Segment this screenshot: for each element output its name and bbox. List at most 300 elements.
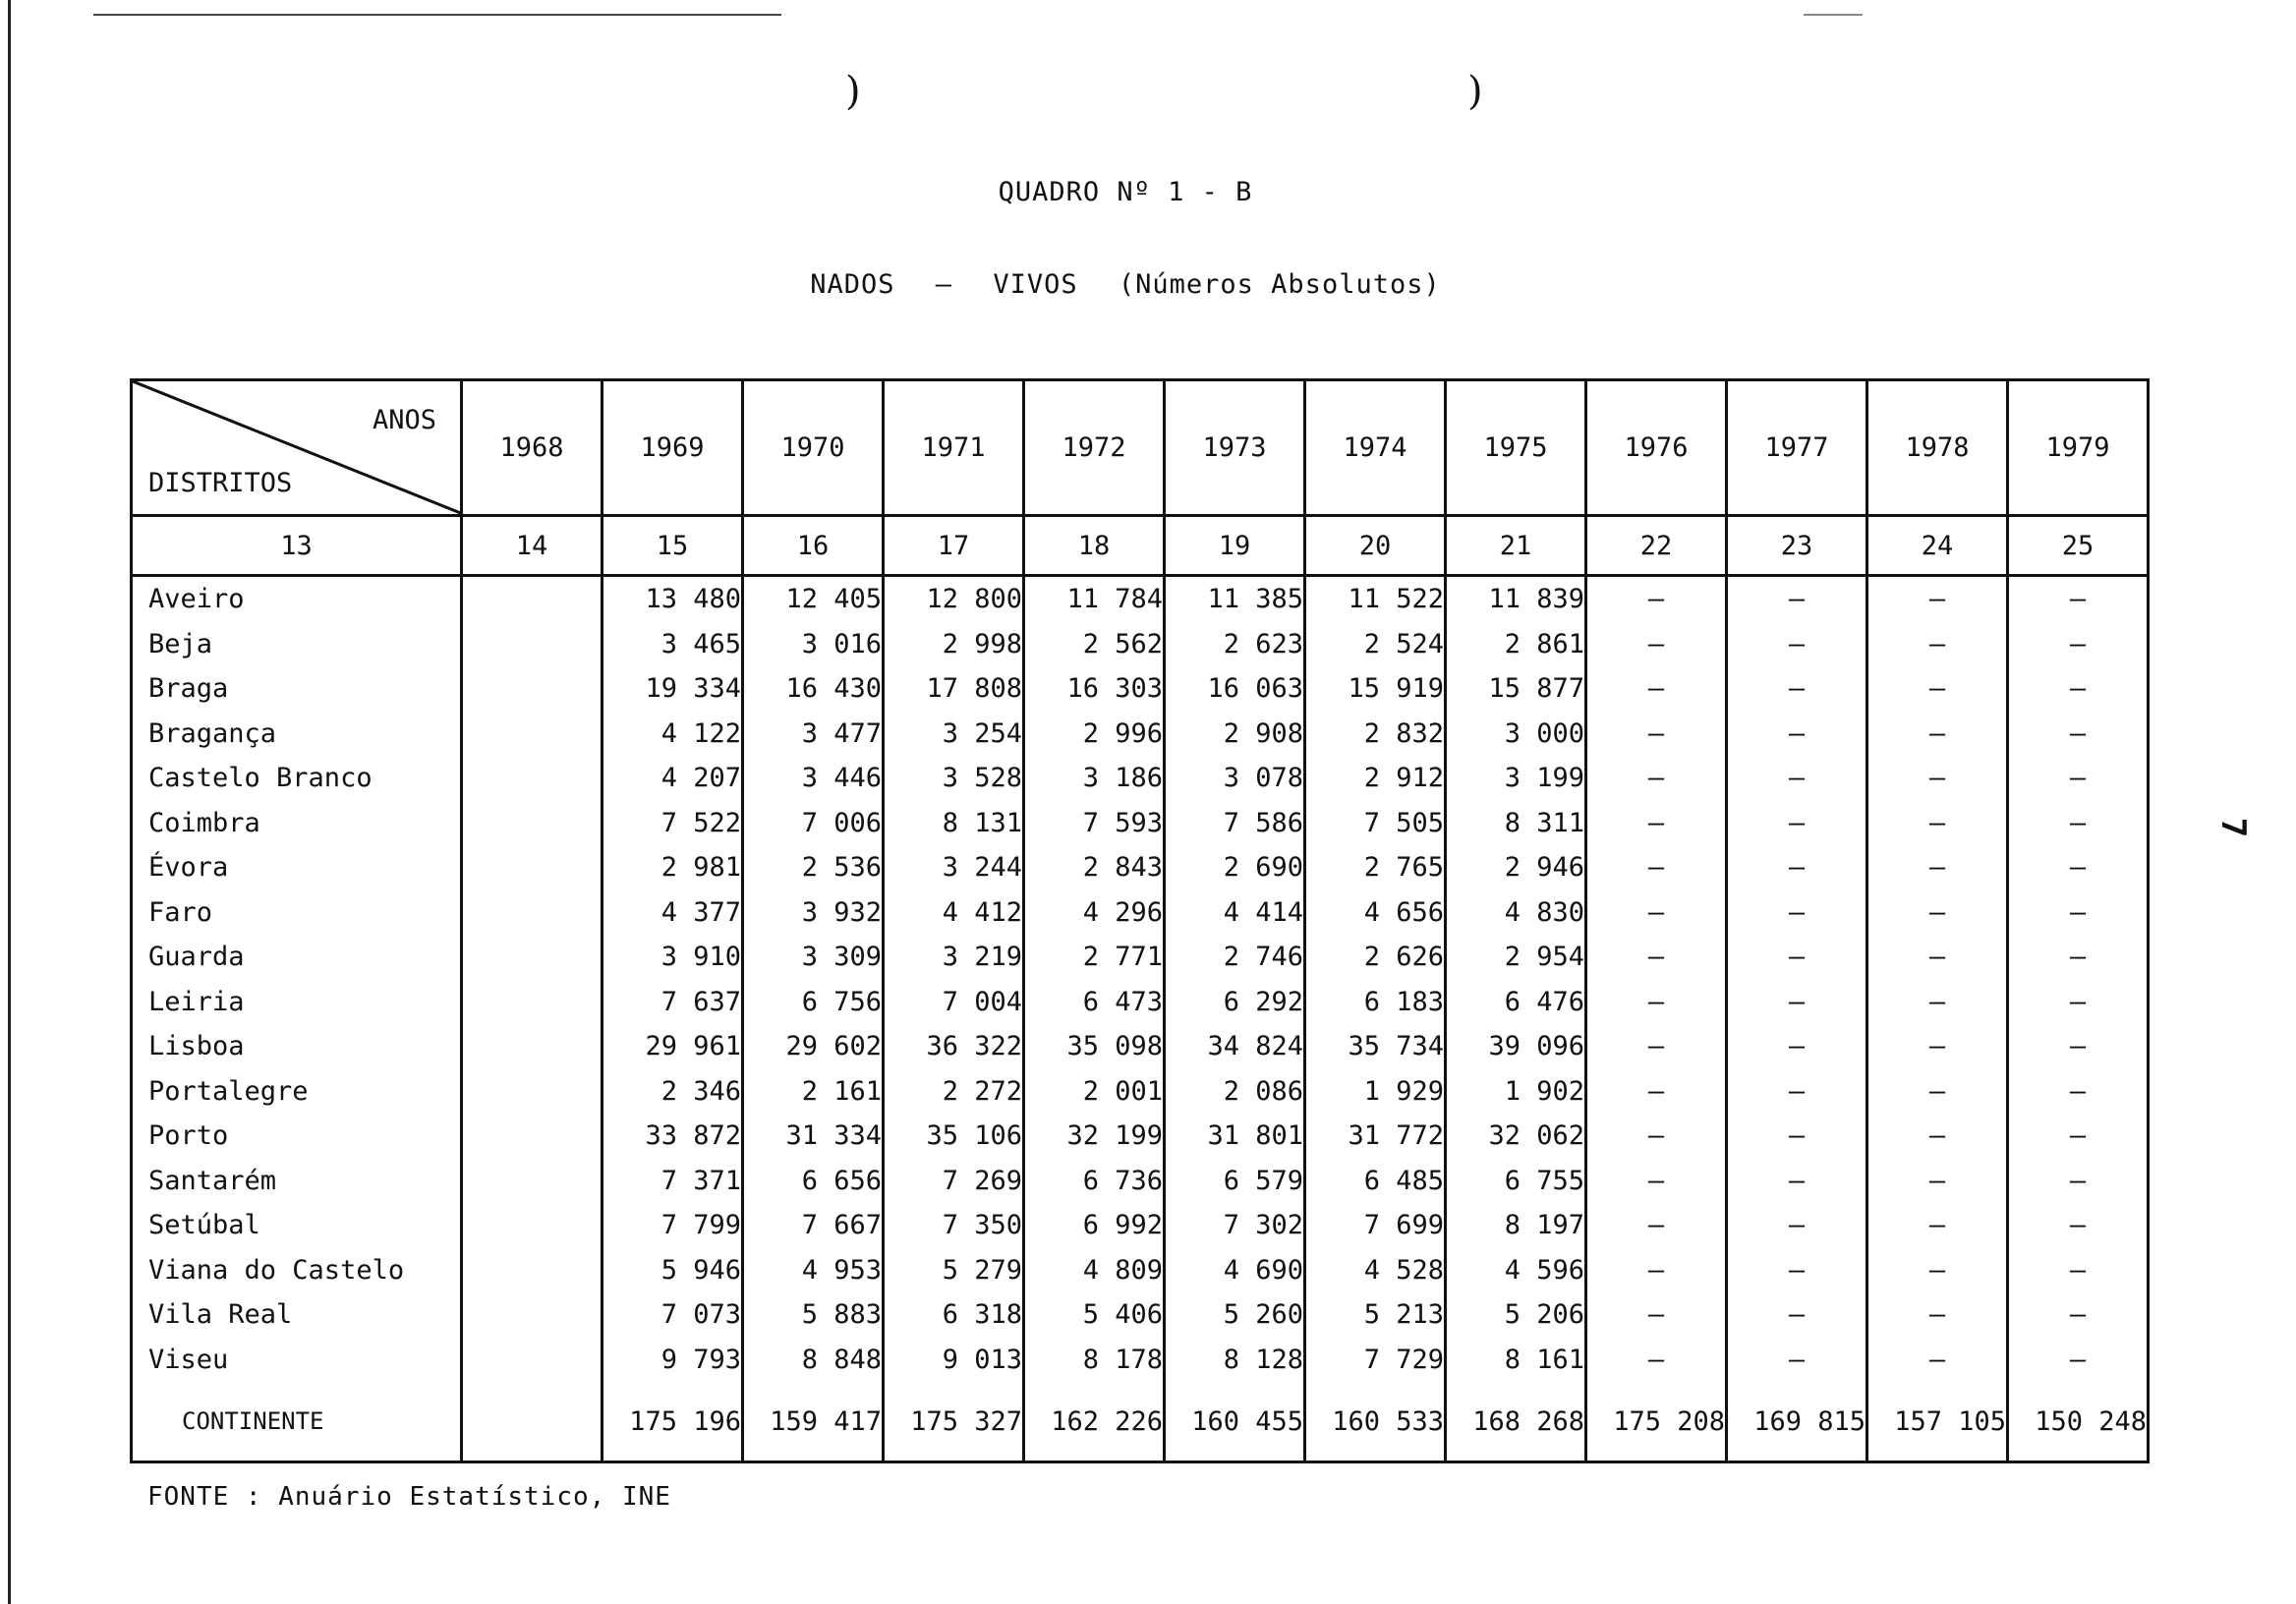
birth-count-cell: 17 808 <box>884 666 1024 712</box>
birth-count-cell: – <box>1586 935 1727 980</box>
year-header-row <box>132 380 2149 516</box>
birth-count-cell: 7 006 <box>743 801 884 846</box>
table-row <box>132 1292 2149 1338</box>
birth-count-cell: 5 206 <box>1446 1292 1586 1338</box>
birth-count-cell <box>462 845 603 890</box>
birth-count-cell: 6 476 <box>1446 980 1586 1025</box>
column-number: 19 <box>1165 516 1305 576</box>
birth-count-cell: 3 244 <box>884 845 1024 890</box>
birth-count-cell: – <box>1867 890 2008 936</box>
birth-count-cell: 7 505 <box>1305 801 1446 846</box>
birth-count-cell: 4 296 <box>1024 890 1165 936</box>
birth-count-cell <box>462 622 603 667</box>
birth-count-cell: 31 772 <box>1305 1114 1446 1159</box>
birth-count-cell: – <box>1727 801 1867 846</box>
birth-count-cell: – <box>1727 1159 1867 1204</box>
birth-count-cell: 4 809 <box>1024 1248 1165 1293</box>
birth-count-cell: 4 830 <box>1446 890 1586 936</box>
total-value-cell: 175 196 <box>603 1382 743 1462</box>
birth-count-cell: – <box>1867 1159 2008 1204</box>
birth-count-cell: 4 207 <box>603 756 743 801</box>
birth-count-cell: – <box>1727 576 1867 622</box>
year-header: 1970 <box>743 380 884 516</box>
birth-count-cell <box>462 935 603 980</box>
birth-count-cell <box>462 1292 603 1338</box>
birth-count-cell: 3 219 <box>884 935 1024 980</box>
birth-count-cell <box>462 890 603 936</box>
birth-count-cell <box>462 980 603 1025</box>
birth-count-cell: – <box>2008 622 2149 667</box>
birth-count-cell: 3 309 <box>743 935 884 980</box>
birth-count-cell <box>462 1114 603 1159</box>
district-name: Lisboa <box>132 1024 462 1069</box>
birth-count-cell: – <box>2008 845 2149 890</box>
birth-count-cell: 6 292 <box>1165 980 1305 1025</box>
birth-count-cell <box>462 712 603 757</box>
birth-count-cell: – <box>2008 666 2149 712</box>
birth-count-cell: – <box>2008 935 2149 980</box>
total-value-cell: 175 208 <box>1586 1382 1727 1462</box>
birth-count-cell: 4 596 <box>1446 1248 1586 1293</box>
year-header: 1979 <box>2008 380 2149 516</box>
birth-count-cell: 2 161 <box>743 1069 884 1115</box>
birth-count-cell: 6 318 <box>884 1292 1024 1338</box>
birth-count-cell: 32 199 <box>1024 1114 1165 1159</box>
birth-count-cell: 9 013 <box>884 1338 1024 1383</box>
birth-count-cell: 4 528 <box>1305 1248 1446 1293</box>
birth-count-cell: – <box>1727 756 1867 801</box>
birth-count-cell: 5 213 <box>1305 1292 1446 1338</box>
birth-count-cell: 8 848 <box>743 1338 884 1383</box>
birth-count-cell: 6 656 <box>743 1159 884 1204</box>
birth-count-cell: – <box>2008 576 2149 622</box>
birth-count-cell: – <box>1586 980 1727 1025</box>
birth-count-cell: 13 480 <box>603 576 743 622</box>
birth-count-cell: – <box>1727 1114 1867 1159</box>
birth-count-cell: 4 377 <box>603 890 743 936</box>
birth-count-cell: 16 303 <box>1024 666 1165 712</box>
birth-count-cell: – <box>1586 890 1727 936</box>
birth-count-cell: 7 302 <box>1165 1203 1305 1248</box>
table-row <box>132 935 2149 980</box>
birth-count-cell: 2 001 <box>1024 1069 1165 1115</box>
birth-count-cell: 12 800 <box>884 576 1024 622</box>
total-value-cell: 157 105 <box>1867 1382 2008 1462</box>
birth-count-cell: – <box>1586 801 1727 846</box>
birth-count-cell: – <box>2008 1159 2149 1204</box>
birth-count-cell: 3 000 <box>1446 712 1586 757</box>
birth-count-cell: 8 178 <box>1024 1338 1165 1383</box>
birth-count-cell: – <box>2008 756 2149 801</box>
district-name: Viseu <box>132 1338 462 1383</box>
birth-count-cell: – <box>2008 1248 2149 1293</box>
district-name: Aveiro <box>132 576 462 622</box>
birth-count-cell: 3 465 <box>603 622 743 667</box>
total-value-cell: 162 226 <box>1024 1382 1165 1462</box>
table-row <box>132 1203 2149 1248</box>
column-number: 16 <box>743 516 884 576</box>
birth-count-cell: – <box>1727 1069 1867 1115</box>
birth-count-cell: – <box>1867 1248 2008 1293</box>
birth-count-cell: 7 269 <box>884 1159 1024 1204</box>
birth-count-cell: 1 902 <box>1446 1069 1586 1115</box>
birth-count-cell: – <box>1867 845 2008 890</box>
column-number: 22 <box>1586 516 1727 576</box>
birth-count-cell: 29 602 <box>743 1024 884 1069</box>
district-name: Castelo Branco <box>132 756 462 801</box>
birth-count-cell: – <box>1867 935 2008 980</box>
birth-count-cell: – <box>1727 935 1867 980</box>
paren-left: ) <box>845 69 861 114</box>
page-top-rule-short <box>1804 14 1863 16</box>
table-subtitle <box>0 269 2251 300</box>
birth-count-cell <box>462 756 603 801</box>
birth-count-cell: – <box>1727 1203 1867 1248</box>
table-row <box>132 666 2149 712</box>
birth-count-cell: 5 883 <box>743 1292 884 1338</box>
birth-count-cell: 11 522 <box>1305 576 1446 622</box>
birth-count-cell: 5 279 <box>884 1248 1024 1293</box>
birth-count-cell: 2 346 <box>603 1069 743 1115</box>
table-row <box>132 1159 2149 1204</box>
birth-count-cell <box>462 1069 603 1115</box>
birth-count-cell: – <box>1586 1248 1727 1293</box>
column-number: 25 <box>2008 516 2149 576</box>
total-label: CONTINENTE <box>132 1382 462 1462</box>
birth-count-cell: – <box>1727 980 1867 1025</box>
birth-count-cell: 33 872 <box>603 1114 743 1159</box>
birth-count-cell: – <box>1867 801 2008 846</box>
total-value-cell: 168 268 <box>1446 1382 1586 1462</box>
year-header: 1978 <box>1867 380 2008 516</box>
subtitle-nados: NADOS <box>810 269 895 300</box>
birth-count-cell: 3 932 <box>743 890 884 936</box>
birth-count-cell: – <box>1867 1292 2008 1338</box>
district-name: Portalegre <box>132 1069 462 1115</box>
birth-count-cell: 7 350 <box>884 1203 1024 1248</box>
table-row <box>132 1248 2149 1293</box>
table-row <box>132 1069 2149 1115</box>
birth-count-cell: 31 801 <box>1165 1114 1305 1159</box>
birth-count-cell: 15 919 <box>1305 666 1446 712</box>
birth-count-cell: 16 063 <box>1165 666 1305 712</box>
birth-count-cell: – <box>2008 1292 2149 1338</box>
birth-count-cell: – <box>1586 1203 1727 1248</box>
birth-count-cell <box>462 666 603 712</box>
birth-count-cell: 6 473 <box>1024 980 1165 1025</box>
birth-count-cell: 3 199 <box>1446 756 1586 801</box>
birth-count-cell: 7 371 <box>603 1159 743 1204</box>
birth-count-cell: – <box>1586 1159 1727 1204</box>
birth-count-cell: – <box>1727 1248 1867 1293</box>
birth-count-cell: 2 843 <box>1024 845 1165 890</box>
district-name: Coimbra <box>132 801 462 846</box>
birth-count-cell: 2 954 <box>1446 935 1586 980</box>
births-table <box>130 378 2150 1463</box>
birth-count-cell: 31 334 <box>743 1114 884 1159</box>
birth-count-cell: 3 186 <box>1024 756 1165 801</box>
birth-count-cell: 2 765 <box>1305 845 1446 890</box>
table-row <box>132 756 2149 801</box>
district-name: Bragança <box>132 712 462 757</box>
table-body <box>132 576 2149 1462</box>
year-header: 1968 <box>462 380 603 516</box>
birth-count-cell: 2 626 <box>1305 935 1446 980</box>
birth-count-cell: 6 755 <box>1446 1159 1586 1204</box>
table-row <box>132 845 2149 890</box>
birth-count-cell: 8 311 <box>1446 801 1586 846</box>
birth-count-cell: – <box>2008 1114 2149 1159</box>
district-name: Guarda <box>132 935 462 980</box>
table-row <box>132 1114 2149 1159</box>
birth-count-cell: 4 414 <box>1165 890 1305 936</box>
birth-count-cell: 3 528 <box>884 756 1024 801</box>
birth-count-cell <box>462 1159 603 1204</box>
birth-count-cell: 35 734 <box>1305 1024 1446 1069</box>
birth-count-cell: 2 861 <box>1446 622 1586 667</box>
birth-count-cell: 2 946 <box>1446 845 1586 890</box>
birth-count-cell: – <box>1586 1292 1727 1338</box>
birth-count-cell: – <box>1867 1024 2008 1069</box>
birth-count-cell: – <box>1867 1338 2008 1383</box>
birth-count-cell: – <box>1867 622 2008 667</box>
birth-count-cell: 6 736 <box>1024 1159 1165 1204</box>
birth-count-cell: – <box>1586 845 1727 890</box>
birth-count-cell: 3 910 <box>603 935 743 980</box>
district-name: Évora <box>132 845 462 890</box>
birth-count-cell: 11 839 <box>1446 576 1586 622</box>
birth-count-cell: 2 746 <box>1165 935 1305 980</box>
birth-count-cell: 2 981 <box>603 845 743 890</box>
birth-count-cell: 4 690 <box>1165 1248 1305 1293</box>
birth-count-cell: 7 522 <box>603 801 743 846</box>
district-name: Santarém <box>132 1159 462 1204</box>
birth-count-cell: 2 690 <box>1165 845 1305 890</box>
birth-count-cell: – <box>1727 666 1867 712</box>
birth-count-cell: 8 131 <box>884 801 1024 846</box>
birth-count-cell: – <box>2008 1203 2149 1248</box>
total-value-cell <box>462 1382 603 1462</box>
birth-count-cell: – <box>1727 622 1867 667</box>
total-value-cell: 169 815 <box>1727 1382 1867 1462</box>
birth-count-cell: – <box>2008 1338 2149 1383</box>
birth-count-cell: – <box>1586 712 1727 757</box>
total-value-cell: 150 248 <box>2008 1382 2149 1462</box>
birth-count-cell: – <box>1586 1069 1727 1115</box>
birth-count-cell: 2 562 <box>1024 622 1165 667</box>
birth-count-cell: 7 586 <box>1165 801 1305 846</box>
year-header: 1971 <box>884 380 1024 516</box>
birth-count-cell: 39 096 <box>1446 1024 1586 1069</box>
district-name: Beja <box>132 622 462 667</box>
birth-count-cell: 16 430 <box>743 666 884 712</box>
column-number: 17 <box>884 516 1024 576</box>
birth-count-cell: – <box>1586 666 1727 712</box>
district-name: Leiria <box>132 980 462 1025</box>
birth-count-cell: 4 412 <box>884 890 1024 936</box>
birth-count-cell: 2 771 <box>1024 935 1165 980</box>
birth-count-cell: 29 961 <box>603 1024 743 1069</box>
birth-count-cell: – <box>1727 1292 1867 1338</box>
subtitle-dash: — <box>935 269 953 300</box>
birth-count-cell: 7 073 <box>603 1292 743 1338</box>
birth-count-cell: – <box>2008 712 2149 757</box>
page-left-rule <box>8 0 11 1604</box>
birth-count-cell: – <box>1867 1114 2008 1159</box>
birth-count-cell: – <box>2008 801 2149 846</box>
year-header: 1976 <box>1586 380 1727 516</box>
birth-count-cell: – <box>1727 890 1867 936</box>
year-header: 1977 <box>1727 380 1867 516</box>
birth-count-cell: 9 793 <box>603 1338 743 1383</box>
total-value-cell: 159 417 <box>743 1382 884 1462</box>
birth-count-cell: 35 106 <box>884 1114 1024 1159</box>
year-header: 1969 <box>603 380 743 516</box>
column-number: 24 <box>1867 516 2008 576</box>
year-header: 1974 <box>1305 380 1446 516</box>
birth-count-cell: – <box>1727 845 1867 890</box>
column-number: 23 <box>1727 516 1867 576</box>
birth-count-cell: 8 128 <box>1165 1338 1305 1383</box>
page-number: 7 <box>2213 817 2254 838</box>
table-row <box>132 980 2149 1025</box>
table-row <box>132 712 2149 757</box>
birth-count-cell: 5 260 <box>1165 1292 1305 1338</box>
subtitle-note: (Números Absolutos) <box>1118 269 1441 300</box>
column-number: 21 <box>1446 516 1586 576</box>
birth-count-cell: 19 334 <box>603 666 743 712</box>
birth-count-cell: 8 161 <box>1446 1338 1586 1383</box>
birth-count-cell: 2 272 <box>884 1069 1024 1115</box>
birth-count-cell: 11 784 <box>1024 576 1165 622</box>
total-value-cell: 160 455 <box>1165 1382 1305 1462</box>
birth-count-cell: 8 197 <box>1446 1203 1586 1248</box>
table-row <box>132 622 2149 667</box>
birth-count-cell: 12 405 <box>743 576 884 622</box>
birth-count-cell: 7 799 <box>603 1203 743 1248</box>
birth-count-cell: 2 086 <box>1165 1069 1305 1115</box>
birth-count-cell: 6 756 <box>743 980 884 1025</box>
birth-count-cell: 32 062 <box>1446 1114 1586 1159</box>
birth-count-cell <box>462 576 603 622</box>
birth-count-cell: – <box>1727 1024 1867 1069</box>
birth-count-cell: – <box>1867 1069 2008 1115</box>
birth-count-cell: 7 729 <box>1305 1338 1446 1383</box>
birth-count-cell: 2 524 <box>1305 622 1446 667</box>
column-number: 20 <box>1305 516 1446 576</box>
district-name: Vila Real <box>132 1292 462 1338</box>
birth-count-cell: 5 406 <box>1024 1292 1165 1338</box>
total-value-cell: 175 327 <box>884 1382 1024 1462</box>
birth-count-cell: – <box>1586 1114 1727 1159</box>
year-header: 1975 <box>1446 380 1586 516</box>
birth-count-cell: 7 593 <box>1024 801 1165 846</box>
district-name: Setúbal <box>132 1203 462 1248</box>
birth-count-cell: 6 183 <box>1305 980 1446 1025</box>
birth-count-cell: – <box>2008 890 2149 936</box>
year-header: 1973 <box>1165 380 1305 516</box>
birth-count-cell: – <box>1727 1338 1867 1383</box>
birth-count-cell: 4 122 <box>603 712 743 757</box>
birth-count-cell: 6 485 <box>1305 1159 1446 1204</box>
birth-count-cell: 35 098 <box>1024 1024 1165 1069</box>
source-note: FONTE : Anuário Estatístico, INE <box>147 1482 671 1512</box>
birth-count-cell: 6 579 <box>1165 1159 1305 1204</box>
birth-count-cell <box>462 1024 603 1069</box>
birth-count-cell: 11 385 <box>1165 576 1305 622</box>
birth-count-cell: 7 699 <box>1305 1203 1446 1248</box>
birth-count-cell: – <box>1867 576 2008 622</box>
column-number: 13 <box>132 516 462 576</box>
table-title: QUADRO Nº 1 - B <box>998 177 1253 207</box>
table-row <box>132 890 2149 936</box>
table-row <box>132 576 2149 622</box>
birth-count-cell: – <box>1867 756 2008 801</box>
table-row <box>132 1338 2149 1383</box>
birth-count-cell: – <box>1867 666 2008 712</box>
birth-count-cell: – <box>1867 1203 2008 1248</box>
birth-count-cell: – <box>1867 980 2008 1025</box>
anos-label: ANOS <box>372 405 436 435</box>
district-name: Viana do Castelo <box>132 1248 462 1293</box>
column-number: 18 <box>1024 516 1165 576</box>
birth-count-cell: 2 996 <box>1024 712 1165 757</box>
birth-count-cell: – <box>2008 1069 2149 1115</box>
birth-count-cell: 3 254 <box>884 712 1024 757</box>
district-name: Braga <box>132 666 462 712</box>
column-number: 15 <box>603 516 743 576</box>
birth-count-cell <box>462 1338 603 1383</box>
birth-count-cell: 1 929 <box>1305 1069 1446 1115</box>
birth-count-cell: 36 322 <box>884 1024 1024 1069</box>
birth-count-cell: 2 998 <box>884 622 1024 667</box>
subtitle-vivos: VIVOS <box>993 269 1078 300</box>
birth-count-cell: – <box>1586 622 1727 667</box>
birth-count-cell: 2 908 <box>1165 712 1305 757</box>
column-number-row <box>132 516 2149 576</box>
distritos-label: DISTRITOS <box>148 468 293 498</box>
birth-count-cell: – <box>1586 576 1727 622</box>
birth-count-cell: 4 953 <box>743 1248 884 1293</box>
column-number: 14 <box>462 516 603 576</box>
birth-count-cell: 3 477 <box>743 712 884 757</box>
year-header: 1972 <box>1024 380 1165 516</box>
birth-count-cell: – <box>1586 756 1727 801</box>
birth-count-cell: – <box>1586 1024 1727 1069</box>
birth-count-cell: 3 078 <box>1165 756 1305 801</box>
total-row <box>132 1382 2149 1462</box>
paren-right: ) <box>1467 69 1483 114</box>
birth-count-cell: 3 016 <box>743 622 884 667</box>
birth-count-cell: 5 946 <box>603 1248 743 1293</box>
birth-count-cell: 7 637 <box>603 980 743 1025</box>
birth-count-cell: – <box>1867 712 2008 757</box>
birth-count-cell <box>462 1203 603 1248</box>
birth-count-cell: 4 656 <box>1305 890 1446 936</box>
birth-count-cell: – <box>2008 980 2149 1025</box>
birth-count-cell: 34 824 <box>1165 1024 1305 1069</box>
birth-count-cell: 3 446 <box>743 756 884 801</box>
birth-count-cell: 7 004 <box>884 980 1024 1025</box>
total-value-cell: 160 533 <box>1305 1382 1446 1462</box>
district-name: Faro <box>132 890 462 936</box>
birth-count-cell: – <box>1586 1338 1727 1383</box>
birth-count-cell: 7 667 <box>743 1203 884 1248</box>
birth-count-cell <box>462 801 603 846</box>
birth-count-cell: 15 877 <box>1446 666 1586 712</box>
birth-count-cell <box>462 1248 603 1293</box>
corner-header-cell <box>132 380 462 516</box>
